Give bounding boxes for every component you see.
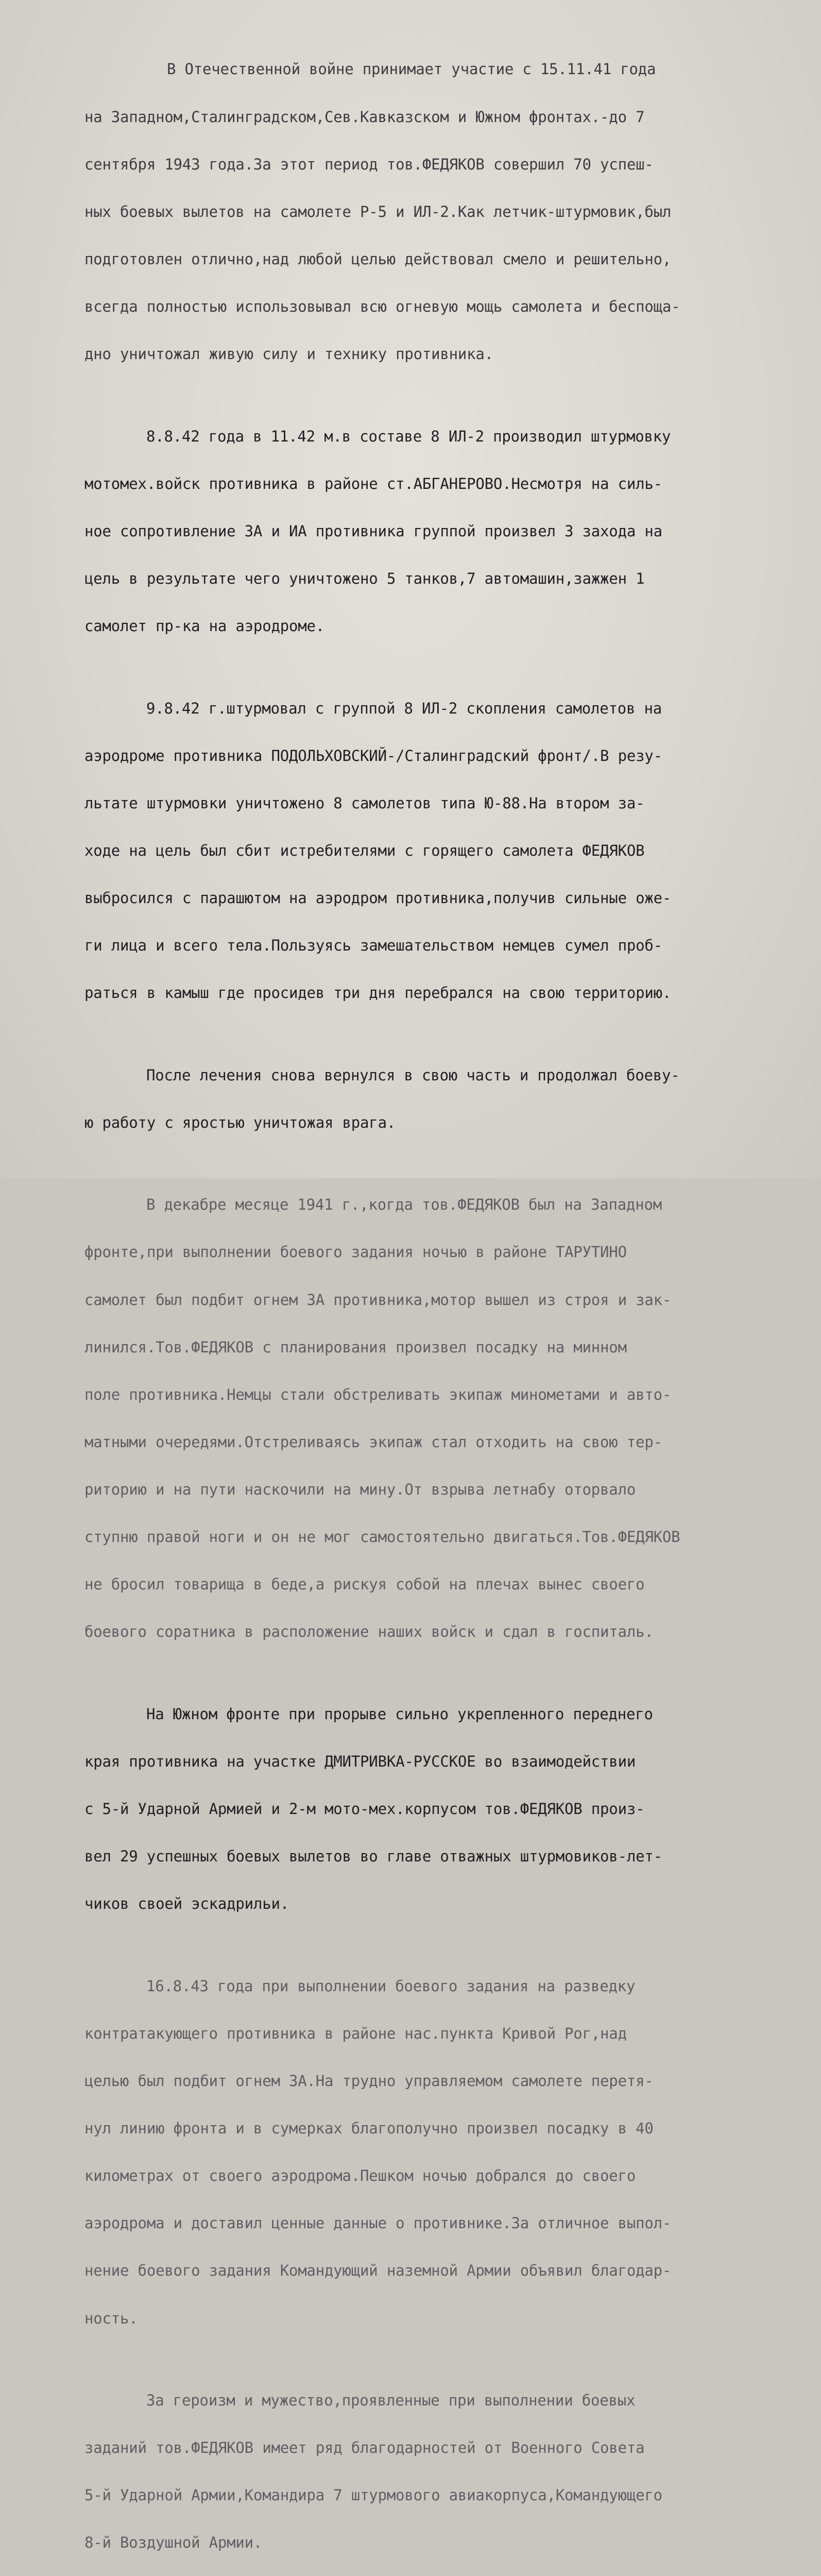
- text-line: В Отечественной войне принимает участие с 15.11.41 года: [167, 60, 656, 78]
- text-line: мотомех.войск противника в районе ст.АБГАНЕРОВО.Несмотря на силь-: [84, 474, 662, 493]
- text-line: аэродрома и доставил ценные данные о противнике.За отличное выпол-: [84, 2214, 672, 2232]
- text-line: В декабре месяце 1941 г.,когда тов.ФЕДЯКОВ был на Западном: [146, 1196, 662, 1214]
- text-line: фронте,при выполнении боевого задания ночью в районе ТАРУТИНО: [84, 1243, 627, 1261]
- text-line: ступню правой ноги и он не мог самостоятельно двигаться.Тов.ФЕДЯКОВ: [84, 1528, 680, 1546]
- paragraph-airfield-attack: [84, 669, 785, 1032]
- paragraph-after-treatment: [84, 1036, 785, 1162]
- text-line: аэродроме противника ПОДОЛЬХОВСКИЙ-/Сталинградский фронт/.В резу-: [84, 747, 662, 765]
- text-line: линился.Тов.ФЕДЯКОВ с планирования произвел посадку на минном: [84, 1338, 627, 1356]
- document-body: [84, 30, 785, 2576]
- text-line: самолет был подбит огнем ЗА противника,мотор вышел из строя и зак-: [84, 1291, 672, 1309]
- text-line: матными очередями.Отстреливаясь экипаж стал отходить на свою тер-: [84, 1433, 662, 1451]
- text-line: 8.8.42 года в 11.42 м.в составе 8 ИЛ-2 производил штурмовку: [146, 427, 671, 445]
- text-line: контратакующего противника в районе нас.пункта Кривой Рог,над: [84, 2024, 627, 2042]
- text-line: не бросил товарища в беде,а рискуя собой на плечах вынес своего: [84, 1575, 645, 1594]
- paragraph-southern-front: [84, 1674, 785, 1943]
- text-line: 8-й Воздушной Армии.: [84, 2534, 263, 2552]
- paragraph-reconnaissance: [84, 1946, 785, 2358]
- paragraph-commendations: [84, 2361, 785, 2576]
- text-line: После лечения снова вернулся в свою часть и продолжал боеву-: [146, 1066, 680, 1084]
- text-line: раться в камыш где просидев три дня перебрался на свою территорию.: [84, 984, 672, 1002]
- text-line: всегда полностью использовывал всю огневую мощь самолета и беспоща-: [84, 297, 680, 315]
- text-line: ю работу с яростью уничтожая врага.: [84, 1113, 396, 1131]
- text-line: края противника на участке ДМИТРИВКА-РУССКОЕ во взаимодействии: [84, 1752, 636, 1770]
- text-line: ное сопротивление ЗА и ИА противника группой произвел 3 захода на: [84, 522, 662, 540]
- text-line: нул линию фронта и в сумерках благополучно произвел посадку в 40: [84, 2120, 654, 2138]
- paragraph-abganerovo: [84, 397, 785, 666]
- text-line: льтате штурмовки уничтожено 8 самолетов типа Ю-88.На втором за-: [84, 794, 645, 812]
- text-line: боевого соратника в расположение наших войск и сдал в госпиталь.: [84, 1623, 654, 1641]
- text-line: дно уничтожал живую силу и технику противника.: [84, 345, 493, 363]
- text-line: поле противника.Немцы стали обстреливать экипаж минометами и авто-: [84, 1385, 672, 1403]
- text-line: За героизм и мужество,проявленные при выполнении боевых: [146, 2392, 636, 2410]
- text-line: нение боевого задания Командующий наземной Армии объявил благодар-: [84, 2262, 672, 2280]
- text-line: самолет пр-ка на аэродроме.: [84, 617, 325, 635]
- text-line: на Западном,Сталинградском,Сев.Кавказском и Южном фронтах.-до 7: [84, 108, 645, 126]
- text-line: 5-й Ударной Армии,Командира 7 штурмового авиакорпуса,Командующего: [84, 2486, 662, 2504]
- text-line: целью был подбит огнем ЗА.На трудно управляемом самолете перетя-: [84, 2072, 654, 2090]
- paragraph-december-1941: [84, 1165, 785, 1672]
- text-line: ность.: [84, 2309, 138, 2327]
- text-line: ных боевых вылетов на самолете Р-5 и ИЛ-2.Как летчик-штурмовик,был: [84, 202, 672, 221]
- text-line: вел 29 успешных боевых вылетов во главе отважных штурмовиков-лет-: [84, 1848, 662, 1866]
- paragraph-service-record: [84, 30, 785, 394]
- text-line: чиков своей эскадрильи.: [84, 1895, 289, 1913]
- text-line: ги лица и всего тела.Пользуясь замешательством немцев сумел проб-: [84, 937, 662, 955]
- text-line: километрах от своего аэродрома.Пешком ночью добрался до своего: [84, 2167, 636, 2185]
- text-line: ходе на цель был сбит истребителями с горящего самолета ФЕДЯКОВ: [84, 841, 645, 859]
- text-line: цель в результате чего уничтожено 5 танков,7 автомашин,зажжен 1: [84, 569, 645, 587]
- text-line: заданий тов.ФЕДЯКОВ имеет ряд благодарностей от Военного Совета: [84, 2439, 645, 2457]
- text-line: На Южном фронте при прорыве сильно укрепленного переднего: [146, 1705, 653, 1723]
- text-line: выбросился с парашютом на аэродром противника,получив сильные оже-: [84, 889, 672, 907]
- text-line: 16.8.43 года при выполнении боевого задания на разведку: [146, 1977, 636, 1995]
- text-line: риторию и на пути наскочили на мину.От взрыва летнабу оторвало: [84, 1480, 636, 1498]
- text-line: сентября 1943 года.За этот период тов.ФЕДЯКОВ совершил 70 успеш-: [84, 155, 654, 173]
- text-line: подготовлен отлично,над любой целью действовал смело и решительно,: [84, 250, 672, 268]
- text-line: с 5-й Ударной Армией и 2-м мото-мех.корпусом тов.ФЕДЯКОВ произ-: [84, 1800, 645, 1818]
- text-line: 9.8.42 г.штурмовал с группой 8 ИЛ-2 скопления самолетов на: [146, 699, 662, 717]
